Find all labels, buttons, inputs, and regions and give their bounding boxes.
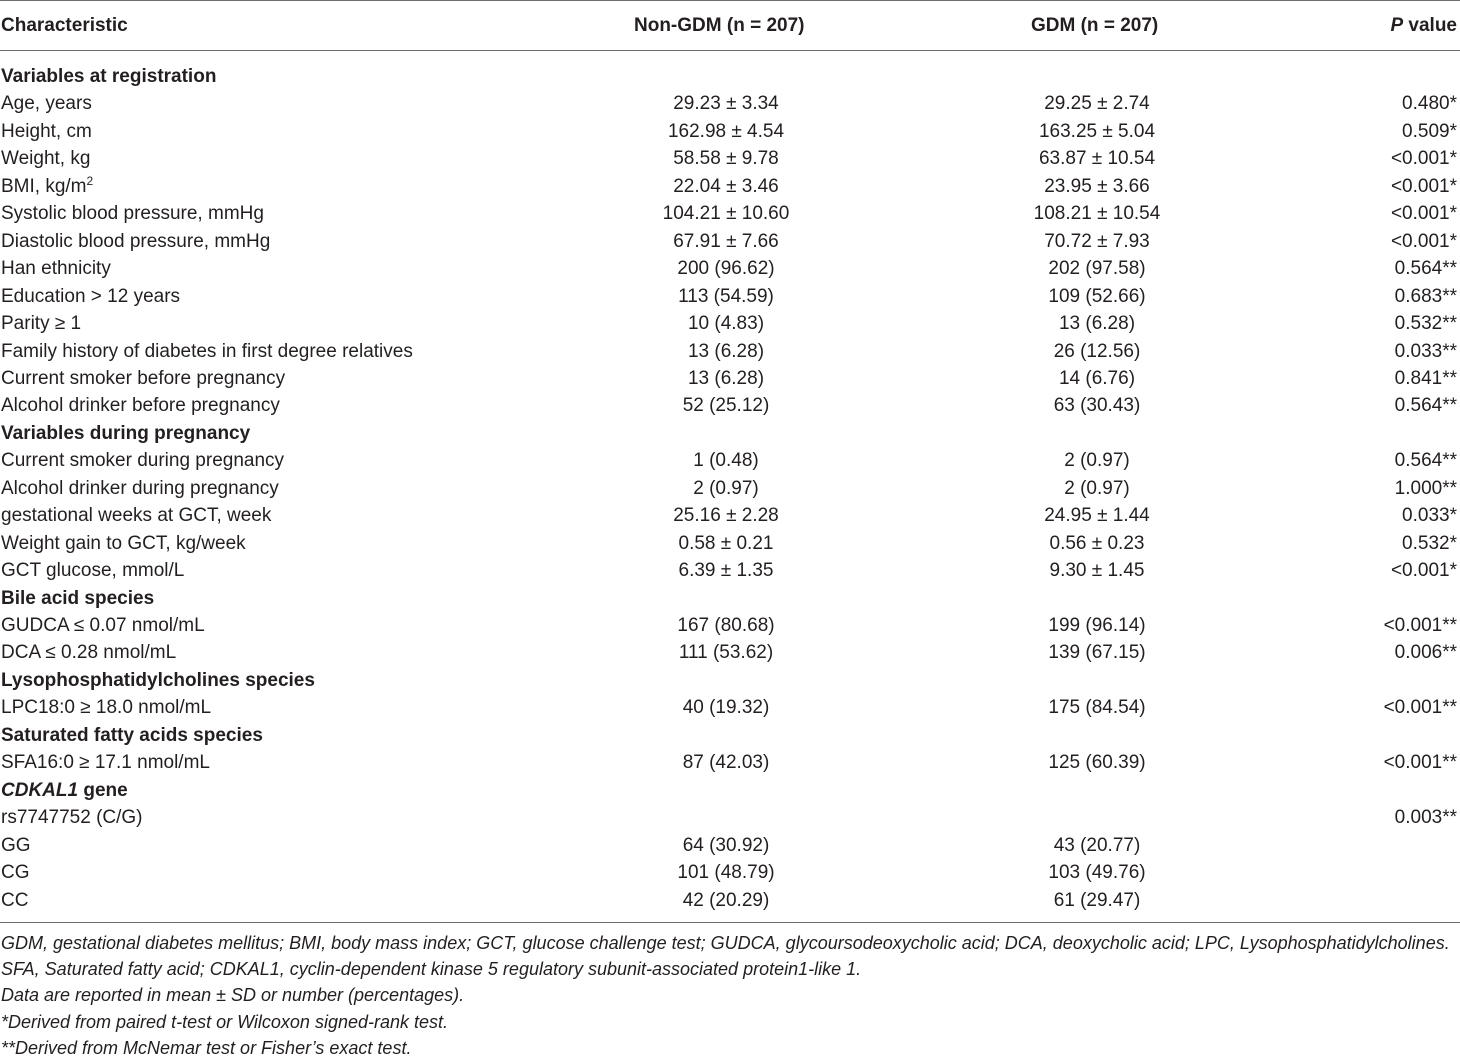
- table-row: [0, 118, 1460, 145]
- section-header-row: [0, 722, 1460, 749]
- row-label-text: GUDCA ≤ 0.07 nmol/mL: [1, 615, 205, 636]
- cell-gdm: 63.87 ± 10.54: [1038, 148, 1156, 170]
- table-row: [0, 639, 1460, 666]
- row-label-text: Weight gain to GCT, kg/week: [1, 532, 246, 554]
- cell-gdm: 175 (84.54): [1048, 697, 1146, 719]
- cell-gdm: 2 (0.97): [1064, 477, 1130, 499]
- cell-non-gdm: 25.16 ± 2.28: [673, 505, 779, 527]
- row-label: [1, 200, 264, 227]
- table-row: [0, 557, 1460, 584]
- cell-non-gdm: 111 (53.62): [678, 642, 774, 664]
- section-header-row: [0, 667, 1460, 694]
- row-label-text: Systolic blood pressure, mmHg: [1, 203, 264, 225]
- row-label: [1, 859, 30, 886]
- row-label-text: Han ethnicity: [1, 258, 111, 280]
- cell-non-gdm: 13 (6.28): [687, 367, 765, 389]
- cell-p-value: <0.001**: [1383, 615, 1457, 636]
- row-label-text: rs7747752 (C/G): [1, 807, 143, 829]
- section-label: [1, 420, 250, 447]
- row-label-text: DCA ≤ 0.28 nmol/mL: [1, 642, 177, 664]
- cell-p-value: 0.003**: [1394, 807, 1457, 829]
- row-label: [1, 530, 246, 557]
- row-label: [1, 804, 143, 831]
- table-row: [0, 310, 1460, 337]
- row-label-text: Height, cm: [1, 120, 92, 142]
- section-label: [1, 722, 263, 749]
- footnote-line: GDM, gestational diabetes mellitus; BMI, body mass index; GCT, glucose challenge test; GUDCA, glycoursodeoxycholic acid; DCA, deoxycholic acid; LPC, Lysophosphatidylcholines.: [1, 933, 1450, 953]
- cell-non-gdm: 6.39 ± 1.35: [678, 560, 774, 582]
- cell-non-gdm: 200 (96.62): [677, 258, 775, 280]
- cell-gdm: 103 (49.76): [1048, 862, 1146, 884]
- table-row: [0, 283, 1460, 310]
- row-label-text: LPC18:0 ≥ 18.0 nmol/mL: [1, 697, 212, 719]
- cell-p-value: <0.001**: [1383, 697, 1457, 719]
- cell-gdm: 202 (97.58): [1048, 258, 1146, 280]
- table-row: [0, 338, 1460, 365]
- table-row: [0, 612, 1460, 639]
- row-label: [1, 392, 280, 419]
- table-row: [0, 200, 1460, 227]
- table-row: [0, 694, 1460, 721]
- table-row: [0, 90, 1460, 117]
- row-label-text: CC: [1, 889, 29, 911]
- row-label-text: Variables during pregnancy: [1, 422, 251, 444]
- cell-gdm: 61 (29.47): [1053, 889, 1141, 911]
- table-row: [0, 145, 1460, 172]
- cell-p-value: 0.480*: [1402, 93, 1457, 115]
- cell-gdm: 125 (60.39): [1048, 752, 1146, 774]
- row-label: [1, 694, 211, 721]
- table-row: [0, 502, 1460, 529]
- header-p-italic: P: [1390, 15, 1404, 36]
- row-label-text: Parity ≥ 1: [1, 313, 82, 335]
- cell-non-gdm: 67.91 ± 7.66: [673, 230, 779, 252]
- section-label: [1, 777, 128, 804]
- cell-p-value: 0.564**: [1394, 258, 1457, 280]
- cell-non-gdm: 52 (25.12): [682, 395, 770, 417]
- cell-p-value: <0.001*: [1390, 560, 1457, 582]
- row-label: [1, 502, 271, 529]
- footnote-line: **Derived from McNemar test or Fisher’s exact test.: [1, 1037, 412, 1058]
- row-label: [1, 887, 28, 914]
- cell-gdm: 24.95 ± 1.44: [1044, 505, 1150, 527]
- cell-p-value: <0.001*: [1390, 203, 1457, 225]
- row-label: [1, 475, 279, 502]
- row-label: [1, 612, 205, 639]
- row-label-text: BMI, kg/m: [1, 175, 87, 197]
- row-label-text: GG: [1, 834, 31, 856]
- cell-non-gdm: 0.58 ± 0.21: [678, 532, 774, 554]
- cell-gdm: 70.72 ± 7.93: [1044, 230, 1150, 252]
- section-header-row: [0, 63, 1460, 90]
- row-label: [1, 228, 270, 255]
- cell-non-gdm: 64 (30.92): [682, 834, 770, 856]
- row-label: [1, 447, 284, 474]
- row-label-text: Alcohol drinker before pregnancy: [1, 395, 280, 417]
- cell-p-value: 1.000**: [1394, 477, 1457, 499]
- cell-non-gdm: 162.98 ± 4.54: [667, 120, 785, 142]
- cell-non-gdm: 113 (54.59): [678, 285, 774, 307]
- row-label: [1, 283, 180, 310]
- table-row: [0, 832, 1460, 859]
- header-non-gdm: Non-GDM (n = 207): [634, 15, 805, 36]
- cell-p-value: 0.841**: [1394, 367, 1457, 389]
- row-label-text: SFA16:0 ≥ 17.1 nmol/mL: [1, 752, 210, 774]
- cell-gdm: 63 (30.43): [1053, 395, 1141, 417]
- row-label-text: GCT glucose, mmol/L: [1, 560, 185, 582]
- row-label-text: Variables at registration: [1, 66, 217, 87]
- row-label: [1, 338, 413, 365]
- row-label: [1, 118, 92, 145]
- header-characteristic: Characteristic: [1, 15, 128, 36]
- section-label: [1, 63, 216, 90]
- row-label-text: Saturated fatty acids species: [1, 724, 263, 746]
- cell-p-value: <0.001*: [1390, 175, 1457, 197]
- section-label: [1, 585, 154, 612]
- row-label-text: Education > 12 years: [1, 285, 181, 307]
- cell-p-value: 0.564**: [1394, 395, 1457, 417]
- row-label: [1, 365, 285, 392]
- cell-gdm: 23.95 ± 3.66: [1044, 175, 1150, 197]
- table-row: [0, 749, 1460, 776]
- row-label: [1, 173, 93, 200]
- cell-gdm: 13 (6.28): [1058, 313, 1136, 335]
- cell-gdm: 139 (67.15): [1048, 642, 1146, 664]
- section-label: [1, 667, 315, 694]
- cell-p-value: 0.532*: [1402, 532, 1457, 554]
- cell-gdm: 108.21 ± 10.54: [1033, 203, 1161, 225]
- cell-gdm: 14 (6.76): [1058, 367, 1136, 389]
- cell-non-gdm: 104.21 ± 10.60: [662, 203, 790, 225]
- cell-non-gdm: 10 (4.83): [687, 313, 765, 335]
- row-label-text: Family history of diabetes in first degree relatives: [1, 340, 413, 362]
- cell-gdm: 199 (96.14): [1048, 615, 1146, 636]
- cell-gdm: 109 (52.66): [1048, 285, 1146, 307]
- row-label-text: Alcohol drinker during pregnancy: [1, 477, 279, 499]
- table-row: [0, 365, 1460, 392]
- row-label-text: Lysophosphatidylcholines species: [1, 669, 315, 691]
- row-label: [1, 310, 81, 337]
- header-p-value: [1390, 12, 1457, 39]
- table-row: [0, 887, 1460, 914]
- cell-p-value: 0.006**: [1394, 642, 1457, 664]
- row-label-text: gestational weeks at GCT, week: [1, 505, 272, 527]
- cell-p-value: 0.532**: [1394, 313, 1457, 335]
- section-header-row: [0, 585, 1460, 612]
- cell-p-value: <0.001*: [1390, 148, 1457, 170]
- unit-superscript: 2: [86, 173, 94, 188]
- cell-gdm: 0.56 ± 0.23: [1049, 532, 1145, 554]
- header-p-rest: value: [1403, 15, 1457, 36]
- cell-non-gdm: 87 (42.03): [682, 752, 770, 774]
- table-row: [0, 859, 1460, 886]
- cell-gdm: 163.25 ± 5.04: [1038, 120, 1156, 142]
- cell-gdm: 26 (12.56): [1053, 340, 1141, 362]
- section-header-row: [0, 777, 1460, 804]
- row-label-text: Current smoker before pregnancy: [1, 367, 286, 389]
- cell-p-value: <0.001**: [1383, 752, 1457, 774]
- cell-non-gdm: 101 (48.79): [677, 862, 775, 884]
- cell-p-value: 0.509*: [1402, 120, 1457, 142]
- cell-non-gdm: 29.23 ± 3.34: [673, 93, 779, 115]
- table-row: [0, 804, 1460, 831]
- cell-gdm: 29.25 ± 2.74: [1044, 93, 1150, 115]
- row-label: [1, 255, 111, 282]
- footnote-line: *Derived from paired t-test or Wilcoxon signed-rank test.: [1, 1011, 449, 1032]
- cell-non-gdm: 58.58 ± 9.78: [673, 148, 779, 170]
- cell-non-gdm: 13 (6.28): [687, 340, 765, 362]
- row-label-text: Weight, kg: [1, 148, 91, 170]
- row-label: [1, 90, 92, 117]
- row-label: [1, 832, 31, 859]
- cell-p-value: <0.001*: [1390, 230, 1457, 252]
- row-label-text: Current smoker during pregnancy: [1, 450, 285, 472]
- table-header-rule: [0, 50, 1460, 51]
- table-row: [0, 228, 1460, 255]
- table-row: [0, 392, 1460, 419]
- cell-non-gdm: 40 (19.32): [682, 697, 770, 719]
- table-row: [0, 255, 1460, 282]
- cell-gdm: 2 (0.97): [1064, 450, 1130, 472]
- row-label-text: Bile acid species: [1, 587, 155, 609]
- cell-gdm: 9.30 ± 1.45: [1049, 560, 1145, 582]
- cell-non-gdm: 167 (80.68): [677, 615, 775, 636]
- cell-gdm: 43 (20.77): [1053, 834, 1141, 856]
- header-gdm: GDM (n = 207): [1031, 15, 1159, 36]
- cell-non-gdm: 42 (20.29): [682, 889, 770, 911]
- table-header-row: [0, 12, 1460, 39]
- gene-name: CDKAL1: [1, 779, 79, 801]
- table-row: [0, 475, 1460, 502]
- cell-non-gdm: 2 (0.97): [693, 477, 759, 499]
- row-label-text: Diastolic blood pressure, mmHg: [1, 230, 271, 252]
- footnote-line: SFA, Saturated fatty acid; CDKAL1, cyclin-dependent kinase 5 regulatory subunit-associated protein1-like 1.: [1, 959, 862, 980]
- row-label-text: CG: [1, 862, 30, 884]
- row-label: [1, 749, 210, 776]
- table-top-rule: [0, 0, 1460, 1]
- row-label: [1, 639, 176, 666]
- cell-p-value: 0.033*: [1402, 505, 1457, 527]
- row-label-text: Age, years: [1, 93, 92, 115]
- cell-non-gdm: 1 (0.48): [693, 450, 759, 472]
- footnote-line: Data are reported in mean ± SD or number (percentages).: [1, 985, 465, 1006]
- table-row: [0, 173, 1460, 200]
- cell-p-value: 0.683**: [1394, 285, 1457, 307]
- row-label: [1, 557, 184, 584]
- cell-non-gdm: 22.04 ± 3.46: [673, 175, 779, 197]
- section-header-row: [0, 420, 1460, 447]
- row-label: [1, 145, 90, 172]
- table-row: [0, 530, 1460, 557]
- table-row: [0, 447, 1460, 474]
- row-label-text: gene: [83, 779, 128, 801]
- cell-p-value: 0.564**: [1394, 450, 1457, 472]
- cell-p-value: 0.033**: [1394, 340, 1457, 362]
- table-bottom-rule: [0, 922, 1460, 923]
